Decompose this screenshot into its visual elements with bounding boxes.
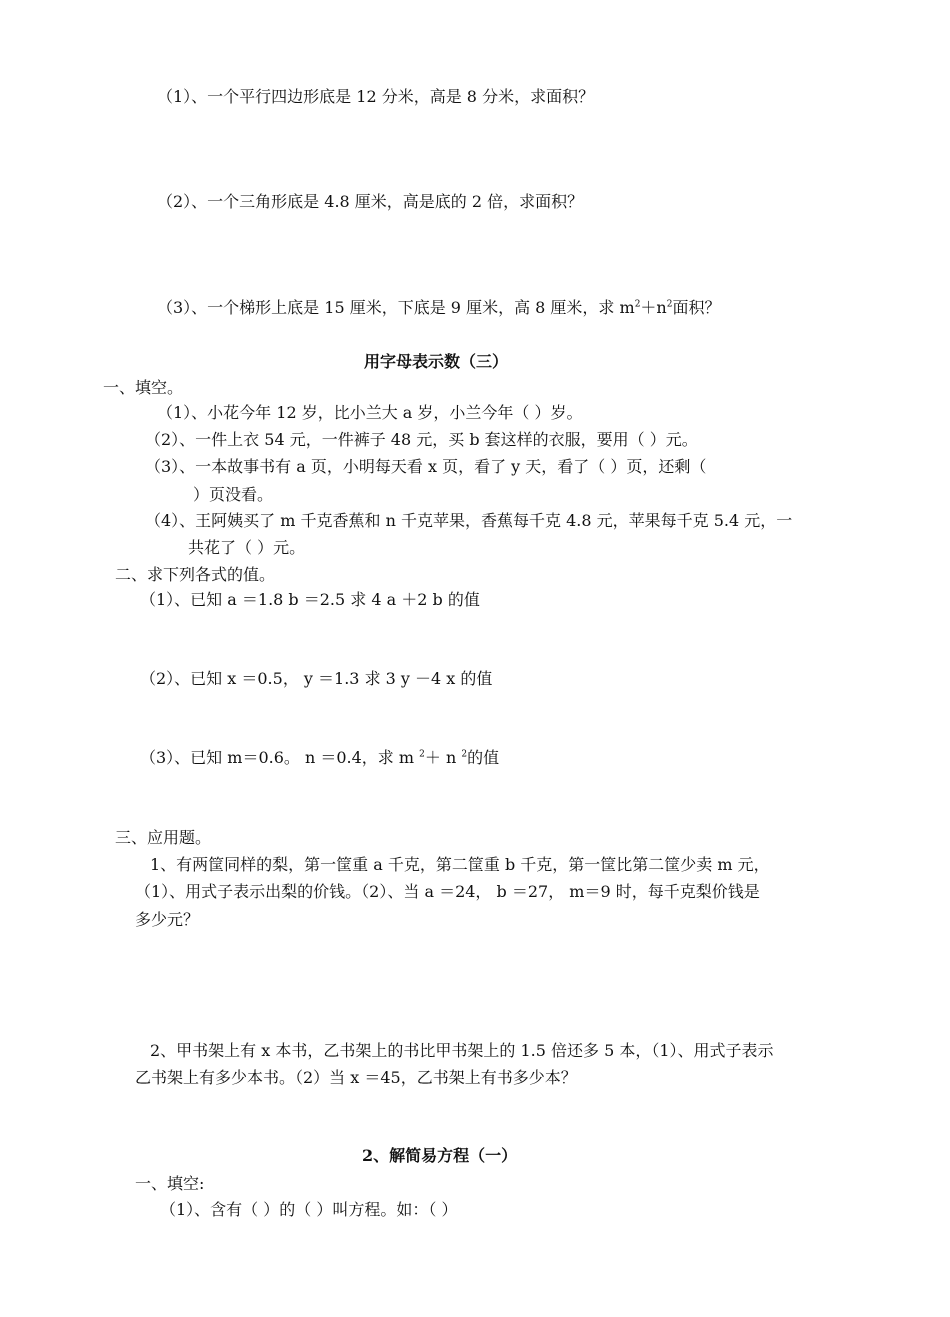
fill-item-1: （1）、小花今年 12 岁，比小兰大 a 岁，小兰今年（ ）岁。: [157, 403, 583, 422]
eval-item-1: （1）、已知 a ＝1.8 b ＝2.5 求 4 a ＋2 b 的值: [140, 590, 480, 609]
eval-item-3: （3）、已知 m＝0.6。 n ＝0.4，求 m $^2$＋ n $^2$的值: [140, 748, 500, 767]
problem-3: （3）、一个梯形上底是 15 厘米，下底是 9 厘米，高 8 厘米，求 $m^2+n^2$面积？: [157, 298, 721, 317]
application-heading: 三、应用题。: [115, 828, 212, 847]
fill-item-4: （4）、王阿姨买了 m 千克香蕉和 n 千克苹果，香蕉每千克 4.8 元，苹果每千克 5.4 元，一: [145, 511, 793, 530]
section-title-equations: 2、解简易方程（一）: [362, 1146, 518, 1165]
problem-2: （2）、一个三角形底是 4.8 厘米，高是底的 2 倍，求面积？: [157, 192, 584, 211]
equation-fill-heading: 一、填空:: [135, 1174, 205, 1193]
fill-item-3-cont: ）页没看。: [193, 485, 274, 504]
app-problem-2-line-2: 乙书架上有多少本书。（2）当 x ＝45，乙书架上有书多少本？: [135, 1068, 577, 1087]
fill-item-3: （3）、一本故事书有 a 页，小明每天看 x 页，看了 y 天，看了（ ）页，还剩（: [145, 457, 707, 476]
app-problem-1-line-1: 1、有两筐同样的梨，第一筐重 a 千克，第二筐重 b 千克，第一筐比第二筐少卖 m 元，: [150, 855, 770, 874]
fill-item-2: （2）、一件上衣 54 元，一件裤子 48 元，买 b 套这样的衣服，要用（ ）元。: [145, 430, 698, 449]
equation-fill-item-1: （1）、含有（ ）的（ ）叫方程。如：（ ）: [160, 1200, 458, 1219]
fill-item-4-cont: 共花了（ ）元。: [188, 538, 306, 557]
app-problem-2-line-1: 2、甲书架上有 x 本书，乙书架上的书比甲书架上的 1.5 倍还多 5 本，（1）、用式子表示: [150, 1041, 774, 1060]
problem-1: （1）、一个平行四边形底是 12 分米，高是 8 分米，求面积？: [157, 87, 595, 106]
section-title-letters: 用字母表示数（三）: [364, 352, 509, 371]
eval-heading: 二、求下列各式的值。: [115, 565, 276, 584]
fill-heading: 一、填空。: [103, 378, 184, 397]
app-problem-1-line-3: 多少元？: [135, 910, 200, 929]
eval-item-2: （2）、已知 x ＝0.5， y ＝1.3 求 3 y －4 x 的值: [140, 669, 493, 688]
app-problem-1-line-2: （1）、用式子表示出梨的价钱。（2）、当 a ＝24， b ＝27， m＝9 时，每千克梨价钱是: [135, 882, 760, 901]
